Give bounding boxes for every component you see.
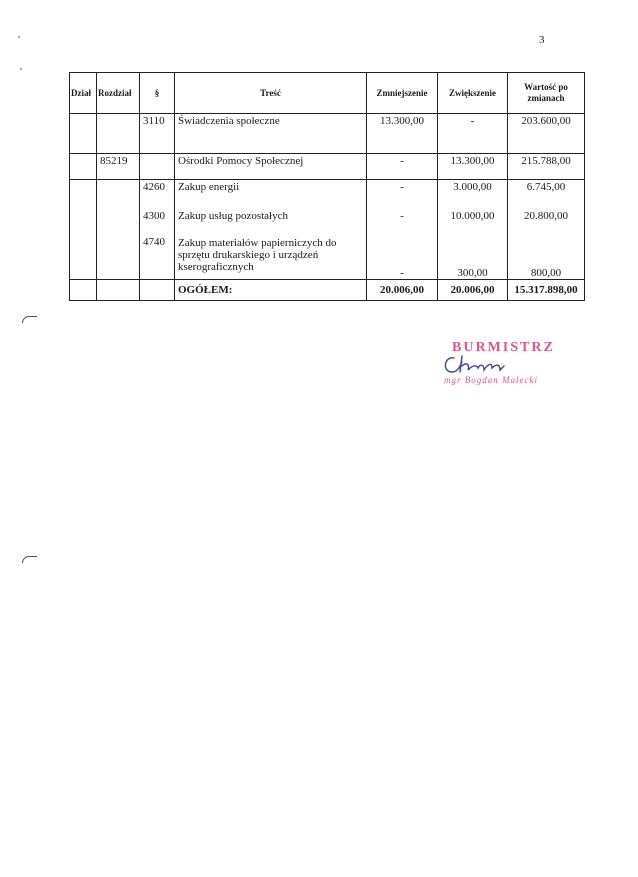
cell-wartosc: 215.788,00 [508, 154, 585, 180]
cell-zmniejszenie: - [367, 236, 438, 280]
header-rozdzial: Rozdział [97, 73, 140, 114]
stamp-name: mgr Bogdan Małecki [444, 375, 538, 385]
table-row [70, 236, 585, 280]
cell-zmniejszenie: 13.300,00 [367, 114, 438, 154]
cell-empty [70, 280, 97, 301]
table-row [70, 154, 585, 180]
cell-wartosc: 20.800,00 [508, 209, 585, 236]
cell-rozdzial [97, 209, 140, 236]
cell-tresc: Zakup usług pozostałych [175, 209, 367, 236]
cell-zmniejszenie: - [367, 154, 438, 180]
header-zwiekszenie: Zwiększenie [438, 73, 508, 114]
cell-zwiekszenie: 10.000,00 [438, 209, 508, 236]
table-row [70, 209, 585, 236]
cell-paragraf: 3110 [140, 114, 175, 154]
cell-zmniejszenie: - [367, 180, 438, 210]
cell-rozdzial [97, 180, 140, 210]
signature-stamp [440, 338, 560, 398]
cell-tresc: Świadczenia społeczne [175, 114, 367, 154]
cell-rozdzial: 85219 [97, 154, 140, 180]
cell-zwiekszenie: - [438, 114, 508, 154]
header-dzial: Dział [70, 73, 97, 114]
total-label: OGÓŁEM: [175, 280, 367, 301]
budget-change-table [69, 72, 585, 301]
cell-dzial [70, 236, 97, 280]
table-header-row [70, 73, 585, 114]
header-tresc: Treść [175, 73, 367, 114]
cell-wartosc: 800,00 [508, 236, 585, 280]
cell-paragraf [140, 154, 175, 180]
scan-speck [20, 68, 22, 70]
cell-paragraf: 4300 [140, 209, 175, 236]
cell-tresc: Zakup materiałów papierniczych do sprzętu drukarskiego i urządzeń kserograficznych [175, 236, 367, 280]
cell-dzial [70, 114, 97, 154]
cell-rozdzial [97, 114, 140, 154]
cell-wartosc: 6.745,00 [508, 180, 585, 210]
cell-dzial [70, 154, 97, 180]
total-wartosc: 15.317.898,00 [508, 280, 585, 301]
header-zmniejszenie: Zmniejszenie [367, 73, 438, 114]
cell-paragraf: 4740 [140, 236, 175, 280]
cell-zwiekszenie: 13.300,00 [438, 154, 508, 180]
cell-paragraf: 4260 [140, 180, 175, 210]
total-zmniejszenie: 20.006,00 [367, 280, 438, 301]
hole-punch-mark-top [22, 316, 37, 323]
table-total-row [70, 280, 585, 301]
cell-tresc: Zakup energii [175, 180, 367, 210]
cell-dzial [70, 209, 97, 236]
cell-zwiekszenie: 300,00 [438, 236, 508, 280]
total-zwiekszenie: 20.006,00 [438, 280, 508, 301]
cell-wartosc: 203.600,00 [508, 114, 585, 154]
header-paragraf: § [140, 73, 175, 114]
cell-rozdzial [97, 236, 140, 280]
table-row [70, 114, 585, 154]
cell-empty [97, 280, 140, 301]
page-number: 3 [539, 34, 545, 46]
header-wartosc: Wartość po zmianach [508, 73, 585, 114]
scan-speck [18, 36, 20, 38]
cell-zwiekszenie: 3.000,00 [438, 180, 508, 210]
cell-dzial [70, 180, 97, 210]
hole-punch-mark-bottom [22, 556, 37, 563]
cell-zmniejszenie: - [367, 209, 438, 236]
table-row [70, 180, 585, 210]
stamp-title: BURMISTRZ [452, 340, 555, 355]
cell-tresc: Ośrodki Pomocy Społecznej [175, 154, 367, 180]
cell-empty [140, 280, 175, 301]
